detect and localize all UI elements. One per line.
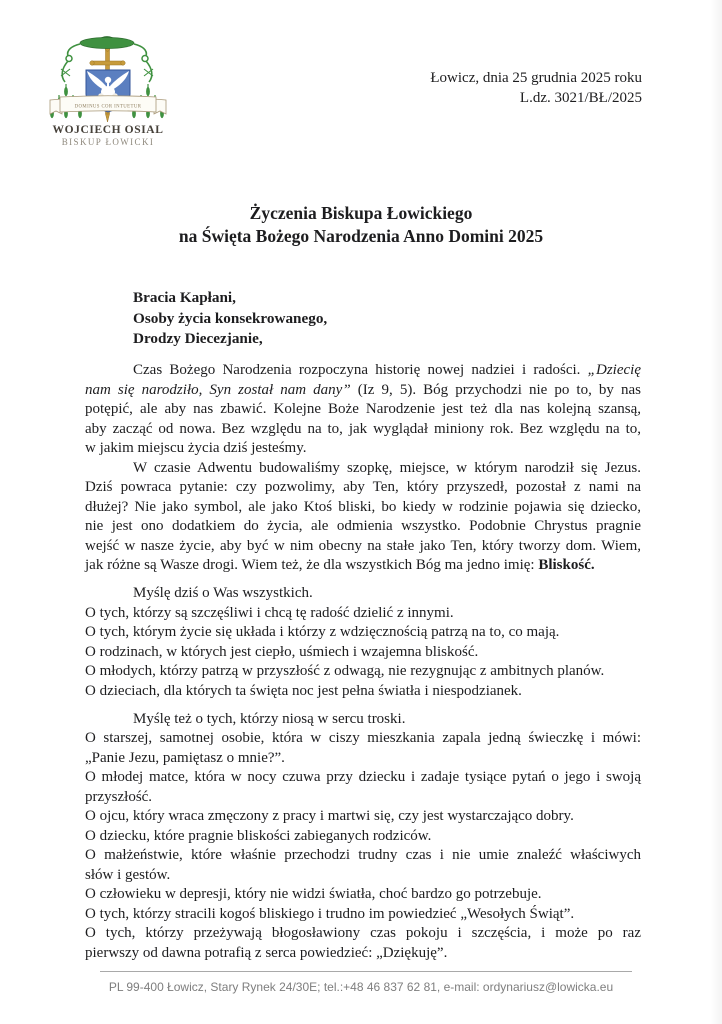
body-line bbox=[85, 584, 641, 604]
text-segment: O rodzinach, w których jest ciepło, uśmiech i wzajemna bliskość. bbox=[85, 643, 479, 660]
text-segment: przyszłość. bbox=[85, 788, 153, 805]
body-line bbox=[85, 749, 641, 769]
text-segment: wejść w nasze życie, aby być w nim obecny na stałe jako Ten, który tworzy dom. Wiem, bbox=[85, 537, 641, 554]
text-segment: aby zacząć od nowa. Bez względu na to, jak wyglądał miniony rok. Bez względu na to, bbox=[85, 420, 641, 437]
text-segment: potępić, ale aby nas zbawić. Kolejne Boże Narodzenie jest też dla nas kolejną szansą, bbox=[85, 401, 641, 417]
text-segment: O dziecku, które pragnie bliskości zabieganych rodziców. bbox=[85, 827, 432, 844]
body-line bbox=[85, 846, 641, 866]
text-segment: dłużej? Nie jako symbol, ale jako Ktoś bliski, bo kiedy w rodzinie pojawia się dziecko, bbox=[85, 498, 641, 515]
text-segment: O starszej, samotnej osobie, która w ciszy mieszkania zapala jedną świeczkę i mówi: bbox=[85, 730, 641, 746]
body-line bbox=[85, 944, 641, 964]
salutation-line: Osoby życia konsekrowanego, bbox=[133, 309, 328, 327]
body-line bbox=[85, 905, 641, 925]
text-segment: słów i gestów. bbox=[85, 866, 171, 883]
body-line bbox=[85, 556, 641, 576]
body-line bbox=[85, 517, 641, 537]
text-segment: O tych, którym życie się układa i którzy z wdzięcznością patrzą na to, co mają. bbox=[85, 624, 560, 640]
body-line bbox=[85, 768, 641, 788]
text-segment: „Panie Jezu, pamiętasz o mnie?”. bbox=[85, 749, 285, 766]
body-line bbox=[85, 662, 641, 682]
text-segment: O małżeństwie, które właśnie przechodzi trudny czas i nie umie znaleźć właściwych bbox=[85, 847, 641, 863]
text-segment: nie jest ono dodatkiem do życia, ale odmienia wszystko. Podobnie Chrystus pragnie bbox=[85, 518, 641, 534]
footer-contact: PL 99-400 Łowicz, Stary Rynek 24/30E; tel.:+48 46 837 62 81, e-mail: ordynariusz@lowicka.eu bbox=[108, 980, 614, 994]
body-line bbox=[85, 682, 641, 702]
text-segment: w jakim miejscu życia dziś jesteśmy. bbox=[85, 440, 307, 456]
scan-edge-shadow bbox=[710, 0, 722, 1024]
galero-hat-icon bbox=[80, 37, 134, 49]
body-line bbox=[85, 623, 641, 643]
paragraph bbox=[85, 710, 641, 964]
letter-body bbox=[85, 361, 641, 963]
body-line bbox=[85, 381, 641, 401]
salutation-line: Bracia Kapłani, bbox=[133, 289, 236, 306]
salutation-line: Drodzy Diecezjanie, bbox=[133, 330, 263, 348]
footer-divider bbox=[100, 971, 632, 972]
emphasis-text: Bliskość. bbox=[538, 557, 595, 573]
body-line bbox=[85, 361, 641, 381]
episcopal-coat-of-arms-icon bbox=[42, 34, 174, 122]
date-reference-block bbox=[430, 69, 642, 108]
sender-name: WOJCIECH OSIAL bbox=[52, 124, 164, 136]
sender-title: BISKUP ŁOWICKI bbox=[61, 137, 155, 147]
text-segment: O młodej matce, która w nocy czuwa przy dziecku i zadaje tysiące pytań o jego i swoją bbox=[85, 769, 641, 785]
text-segment: Myślę też o tych, którzy niosą w sercu troski. bbox=[133, 710, 406, 727]
body-line bbox=[85, 827, 641, 847]
text-segment: Myślę dziś o Was wszystkich. bbox=[133, 585, 313, 601]
letterhead-crest bbox=[40, 34, 176, 147]
body-line bbox=[85, 420, 641, 440]
body-line bbox=[85, 459, 641, 479]
text-segment: pierwszy od dawna potrafią z serca powiedzieć: „Dziękuję”. bbox=[85, 944, 448, 961]
body-line bbox=[85, 710, 641, 730]
body-line bbox=[85, 478, 641, 498]
body-line bbox=[85, 537, 641, 557]
text-segment: O człowieku w depresji, który nie widzi światła, choć bardzo go potrzebuje. bbox=[85, 886, 542, 902]
text-segment: O dzieciach, dla których ta święta noc jest pełna światła i niespodzianek. bbox=[85, 682, 522, 699]
text-segment: O tych, którzy przeżywają błogosławiony czas pokoju i szczęścia, i może po raz bbox=[85, 925, 641, 941]
text-segment: W czasie Adwentu budowaliśmy szopkę, miejsce, w którym narodził się Jezus. bbox=[133, 459, 641, 476]
body-line bbox=[85, 885, 641, 905]
letter-title-line1: Życzenia Biskupa Łowickiego bbox=[249, 203, 473, 223]
body-line bbox=[85, 643, 641, 663]
letter-title-line2: na Święta Bożego Narodzenia Anno Domini 2025 bbox=[178, 226, 544, 246]
body-line bbox=[85, 807, 641, 827]
text-segment: O tych, którzy są szczęśliwi i chcą tę radość dzielić z innymi. bbox=[85, 604, 454, 621]
text-segment: O młodych, którzy patrzą w przyszłość z odwagą, nie rezygnując z ambitnych planów. bbox=[85, 663, 605, 679]
text-segment: Czas Bożego Narodzenia rozpoczyna historię nowej nadziei i radości. bbox=[133, 362, 588, 378]
paragraph bbox=[85, 459, 641, 576]
body-line bbox=[85, 924, 641, 944]
quote-text: nam się narodziło, Syn został nam dany” bbox=[85, 381, 351, 398]
body-line bbox=[85, 498, 641, 518]
text-segment: Dziś powraca pytanie: czy pozwolimy, aby Ten, który przyszedł, pozostał z nami na bbox=[85, 479, 641, 495]
body-line bbox=[85, 604, 641, 624]
crest-motto-text: DOMINUS COR INTUETUR bbox=[74, 104, 142, 110]
reference-number-line: L.dz. 3021/BŁ/2025 bbox=[519, 89, 642, 106]
text-segment: O tych, którzy stracili kogoś bliskiego i trudno im powiedzieć „Wesołych Świąt”. bbox=[85, 905, 575, 922]
paragraph bbox=[85, 584, 641, 701]
quote-text: „Dziecię bbox=[587, 362, 641, 378]
body-line bbox=[85, 729, 641, 749]
body-line bbox=[85, 788, 641, 808]
paragraph bbox=[85, 361, 641, 459]
body-line bbox=[85, 400, 641, 420]
text-segment: jak różne są Wasze drogi. Wiem też, że dla wszystkich Bóg ma jedno imię: bbox=[85, 557, 539, 573]
place-date-line: Łowicz, dnia 25 grudnia 2025 roku bbox=[430, 70, 642, 86]
body-line bbox=[85, 866, 641, 886]
text-segment: (Iz 9, 5). Bóg przychodzi nie po to, by nas bbox=[350, 381, 641, 398]
letter-title bbox=[0, 202, 722, 248]
text-segment: O ojcu, który wraca zmęczony z pracy i martwi się, czy jest wystarczająco dobry. bbox=[85, 808, 574, 824]
body-line bbox=[85, 439, 641, 459]
salutation bbox=[133, 288, 327, 350]
